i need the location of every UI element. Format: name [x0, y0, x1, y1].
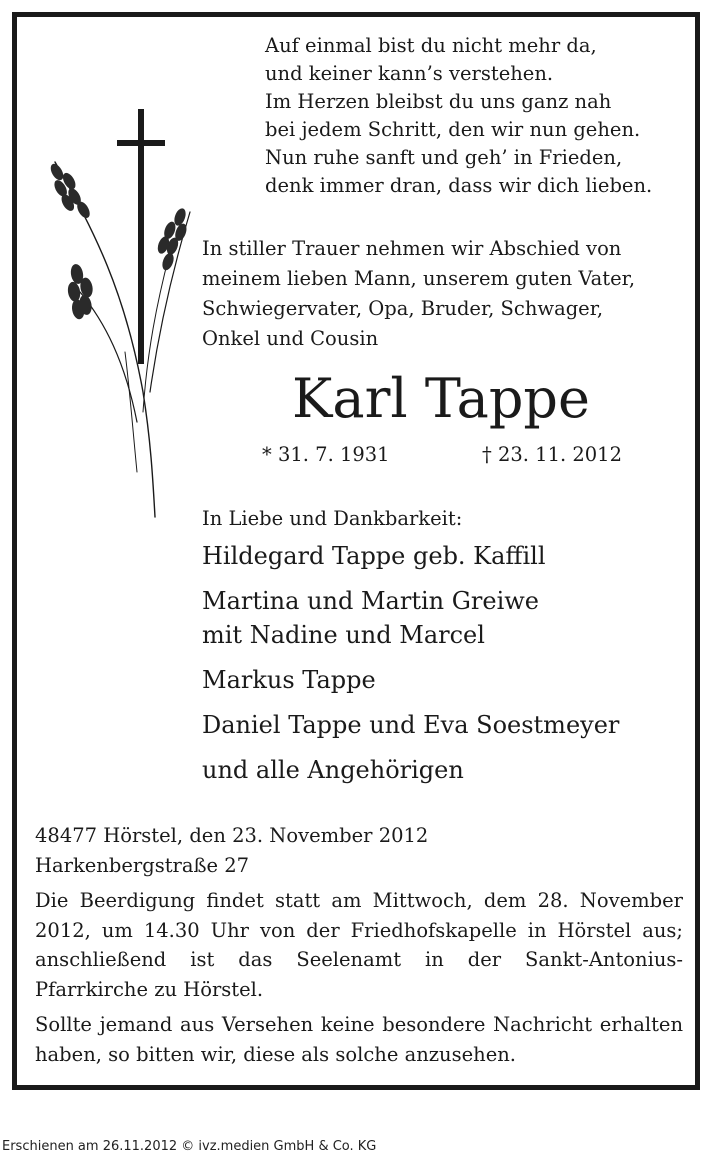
mourner-entry — [202, 708, 619, 742]
deceased-name: Karl Tappe — [292, 367, 590, 430]
mourner-line: Daniel Tappe und Eva Soestmeyer — [202, 711, 620, 739]
poem — [265, 32, 652, 200]
footer-section — [35, 821, 683, 1069]
mourner-line: mit Nadine und Marcel — [202, 621, 485, 649]
funeral-text: Die Beerdigung findet statt am Mittwoch, dem 28. November 2012, um 14.30 Uhr von der Friedhofskapelle in Hörstel aus; anschließend ist das Seelenamt in der Sankt-Antonius-Pfarrkirche zu Hörstel. — [35, 889, 683, 1001]
intro-line: Onkel und Cousin — [202, 327, 379, 350]
intro-text — [202, 234, 635, 354]
poem-line: Im Herzen bleibst du uns ganz nah — [265, 90, 612, 113]
mourner-line: Hildegard Tappe geb. Kaffill — [202, 542, 546, 570]
poem-line: und keiner kann’s verstehen. — [265, 62, 554, 85]
intro-line: meinem lieben Mann, unserem guten Vater, — [202, 267, 636, 290]
mourner-line: Markus Tappe — [202, 666, 376, 694]
poem-line: Nun ruhe sanft und geh’ in Frieden, — [265, 146, 623, 169]
poem-line: Auf einmal bist du nicht mehr da, — [265, 34, 597, 57]
notice-text: Sollte jemand aus Versehen keine besondere Nachricht erhalten haben, so bitten wir, diese als solche anzusehen. — [35, 1013, 683, 1066]
gratitude-line: In Liebe und Dankbarkeit: — [202, 507, 463, 530]
obituary-frame — [12, 12, 700, 1090]
mourner-entry — [202, 539, 619, 573]
death-date: † 23. 11. 2012 — [482, 443, 622, 466]
poem-line: bei jedem Schritt, den wir nun gehen. — [265, 118, 641, 141]
poem-line: denk immer dran, dass wir dich lieben. — [265, 174, 653, 197]
mourner-entry — [202, 753, 619, 787]
intro-line: Schwiegervater, Opa, Bruder, Schwager, — [202, 297, 604, 320]
address-city-date: 48477 Hörstel, den 23. November 2012 — [35, 824, 429, 847]
mourner-line: und alle Angehörigen — [202, 756, 464, 784]
mourner-line: Martina und Martin Greiwe — [202, 587, 540, 615]
cross-with-wheat-icon — [25, 92, 210, 522]
mourner-entry — [202, 584, 619, 652]
mourners-list — [202, 539, 619, 798]
publication-credit: Erschienen am 26.11.2012 © ivz.medien GmbH & Co. KG — [2, 1139, 377, 1154]
intro-line: In stiller Trauer nehmen wir Abschied von — [202, 237, 622, 260]
birth-date: * 31. 7. 1931 — [262, 443, 390, 466]
address-street: Harkenbergstraße 27 — [35, 853, 250, 877]
mourner-entry — [202, 663, 619, 697]
